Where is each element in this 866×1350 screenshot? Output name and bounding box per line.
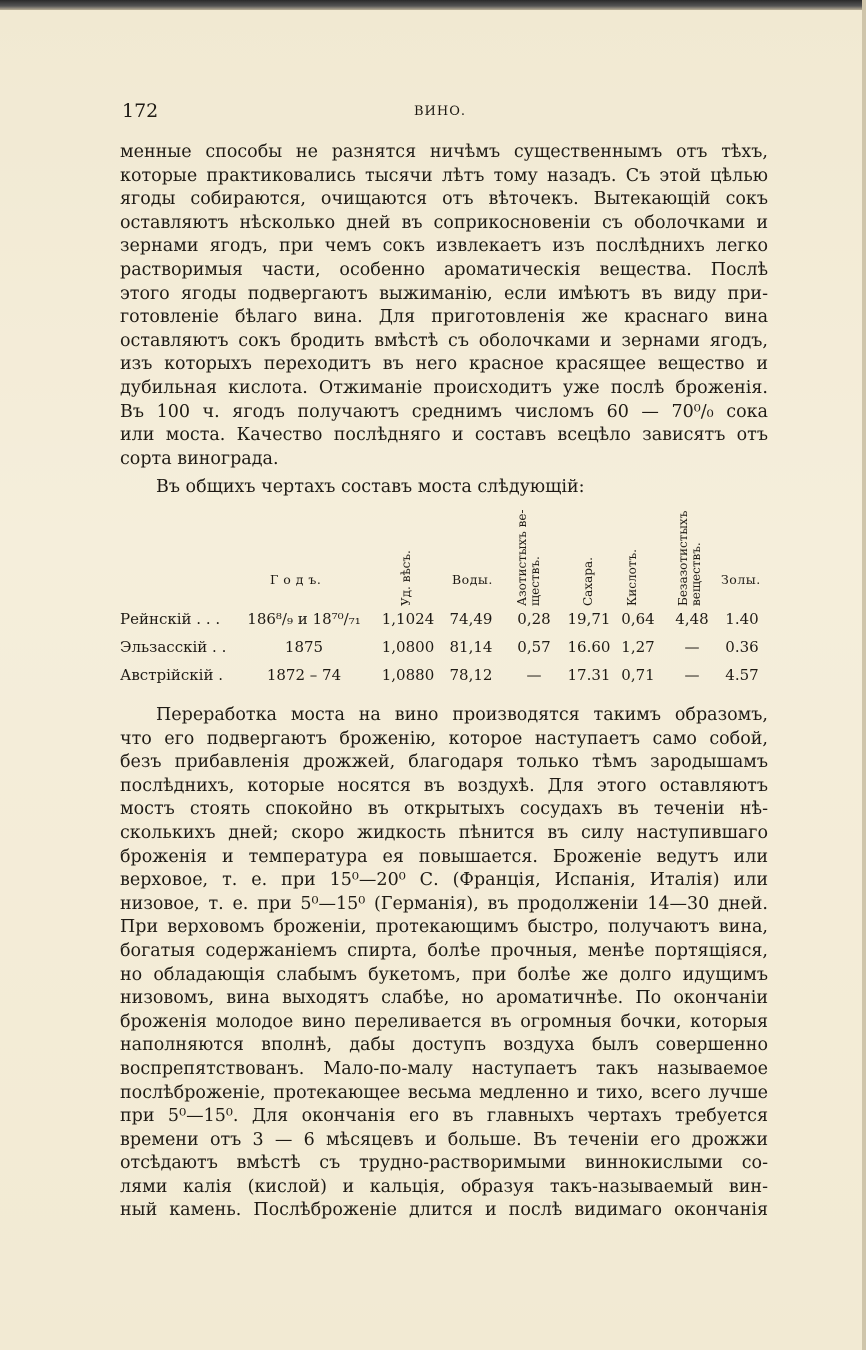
row-name: Австрійскій . xyxy=(120,666,224,684)
text-line: при 5⁰—15⁰. Для окончанія его въ главныхъ чертахъ требуется xyxy=(120,1106,768,1127)
text-line: сколькихъ дней; скоро жидкость пѣнится въ силу наступившаго xyxy=(120,822,768,843)
row-nonnitrogen: — xyxy=(684,638,700,656)
table-intro-paragraph xyxy=(120,476,768,500)
text-line: Въ 100 ч. ягодъ получаютъ среднимъ числомъ 60 — 70⁰/₀ сока xyxy=(120,401,768,422)
row-acid: 0,71 xyxy=(621,666,655,684)
text-line: безъ прибавленія дрожжей, благодаря только тѣмъ зародышамъ xyxy=(120,752,768,773)
text-line: послѣднихъ, которые носятся въ воздухѣ. Для этого оставляютъ xyxy=(120,775,768,796)
running-title: ВИНО. xyxy=(414,104,467,119)
text-line: этого ягоды подвергаютъ выжиманію, если имѣютъ въ виду при- xyxy=(120,283,768,304)
row-name: Эльзасскій . . xyxy=(120,638,227,656)
row-water: 78,12 xyxy=(449,666,493,684)
col-header-water: Воды. xyxy=(452,572,493,587)
col-header-acid: Кислотъ. xyxy=(625,549,639,606)
col-header-nitrogen: Азотистыхъ ве- ществъ. xyxy=(515,509,542,606)
text-line: дубильная кислота. Отжиманіе происходитъ уже послѣ броженія. xyxy=(120,377,768,398)
text-line: низовомъ, вина выходятъ слабѣе, но ароматичнѣе. По окончаніи xyxy=(120,988,768,1009)
text-line: низовое, т. е. при 5⁰—15⁰ (Германія), въ продолженіи 14—30 дней. xyxy=(120,893,768,914)
text-line: изъ которыхъ переходитъ въ него красное красящее вещество и xyxy=(120,354,768,375)
col-header-ash: Золы. xyxy=(721,572,761,587)
text-line: оставляютъ нѣсколько дней въ соприкосновеніи съ оболочками и xyxy=(120,212,768,233)
row-nonnitrogen: 4,48 xyxy=(675,610,709,628)
row-acid: 0,64 xyxy=(621,610,655,628)
text-line: но обладающія слабымъ букетомъ, при болѣе же долго идущимъ xyxy=(120,964,768,985)
text-line: ягоды собираются, очищаются отъ вѣточекъ. Вытекающій сокъ xyxy=(120,189,768,210)
row-nonnitrogen: — xyxy=(684,666,700,684)
text-line: мостъ стоять спокойно въ открытыхъ сосудахъ въ теченіи нѣ- xyxy=(120,799,768,820)
table-row xyxy=(120,610,770,632)
row-nitrogen: 0,57 xyxy=(517,638,551,656)
row-year: 1872 – 74 xyxy=(266,666,342,684)
text-line: оставляютъ сокъ бродить вмѣстѣ съ оболочками и зернами ягодъ, xyxy=(120,330,768,351)
text-line: готовленіе бѣлаго вина. Для приготовленія же краснаго вина xyxy=(120,307,768,328)
text-line: верховое, т. е. при 15⁰—20⁰ С. (Франція, Испанія, Италія) или xyxy=(120,870,768,891)
text-line: или моста. Качество послѣдняго и составъ всецѣло зависятъ отъ xyxy=(120,425,768,446)
text-line: наполняются вполнѣ, дабы доступъ воздуха былъ совершенно xyxy=(120,1035,768,1056)
text-line: броженія молодое вино переливается въ огромныя бочки, которыя xyxy=(120,1011,768,1032)
text-line: ный камень. Послѣброженіе длится и послѣ видимаго окончанія xyxy=(120,1200,768,1221)
page-header xyxy=(122,100,772,130)
row-ash: 0.36 xyxy=(725,638,759,656)
text-line: зернами ягодъ, при чемъ сокъ извлекаетъ изъ послѣднихъ легко xyxy=(120,236,768,257)
table-row xyxy=(120,638,770,660)
row-name: Рейнскій . . . xyxy=(120,610,221,628)
text-line: броженія и температура ея повышается. Броженіе ведутъ или xyxy=(120,846,768,867)
must-composition-table xyxy=(120,500,770,690)
row-ash: 4.57 xyxy=(725,666,759,684)
col-header-sugar: Сахара. xyxy=(581,557,595,606)
text-line: что его подвергаютъ броженію, которое наступаетъ само собой, xyxy=(120,728,768,749)
paragraph-2 xyxy=(120,704,768,1223)
row-year: 1875 xyxy=(284,638,324,656)
row-sugar: 19,71 xyxy=(567,610,611,628)
paragraph-1 xyxy=(120,141,768,471)
row-sugar: 17.31 xyxy=(567,666,611,684)
table-row xyxy=(120,666,770,688)
text-line: растворимыя части, особенно ароматическія вещества. Послѣ xyxy=(120,259,768,280)
scan-top-edge xyxy=(0,0,866,10)
text-line: менные способы не разнятся ничѣмъ существеннымъ отъ тѣхъ, xyxy=(120,142,768,162)
text-line: При верховомъ броженіи, протекающимъ быстро, получаютъ вина, xyxy=(120,917,768,938)
col-header-nonnitrogen: Безазотистыхъ веществъ. xyxy=(676,510,703,606)
row-sugar: 16.60 xyxy=(567,638,611,656)
row-gravity: 1,0800 xyxy=(381,638,435,656)
text-line: сорта винограда. xyxy=(120,448,279,469)
row-water: 74,49 xyxy=(449,610,493,628)
row-nitrogen: 0,28 xyxy=(517,610,551,628)
row-ash: 1.40 xyxy=(725,610,759,628)
text-line: Переработка моста на вино производятся такимъ образомъ, xyxy=(156,705,768,725)
text-line: богатыя содержаніемъ спирта, болѣе прочныя, менѣе портящіяся, xyxy=(120,940,768,961)
text-line: послѣброженіе, протекающее весьма медленно и тихо, всего лучше xyxy=(120,1082,768,1103)
row-water: 81,14 xyxy=(449,638,493,656)
row-gravity: 1,0880 xyxy=(381,666,435,684)
page-number: 172 xyxy=(122,100,159,122)
col-header-gravity: Уд. вѣсъ. xyxy=(399,550,413,606)
row-nitrogen: — xyxy=(526,666,542,684)
text-line: лями калія (кислой) и кальція, образуя такъ-называемый вин- xyxy=(120,1176,768,1197)
row-year: 186⁸/₉ и 18⁷⁰/₇₁ xyxy=(247,610,361,628)
text-line: отсѣдаютъ вмѣстѣ съ трудно-растворимыми виннокислыми со- xyxy=(120,1153,768,1174)
col-header-year: Г о д ъ. xyxy=(270,572,322,587)
row-gravity: 1,1024 xyxy=(381,610,435,628)
row-acid: 1,27 xyxy=(621,638,655,656)
text-line: времени отъ 3 — 6 мѣсяцевъ и больше. Въ теченіи его дрожжи xyxy=(120,1129,768,1150)
text-line: воспрепятствованъ. Мало-по-малу наступаетъ такъ называемое xyxy=(120,1058,768,1079)
table-intro: Въ общихъ чертахъ составъ моста слѣдующій: xyxy=(156,477,585,497)
text-line: которые практиковались тысячи лѣтъ тому назадъ. Съ этой цѣлью xyxy=(120,165,768,186)
scan-right-edge xyxy=(862,0,866,1350)
